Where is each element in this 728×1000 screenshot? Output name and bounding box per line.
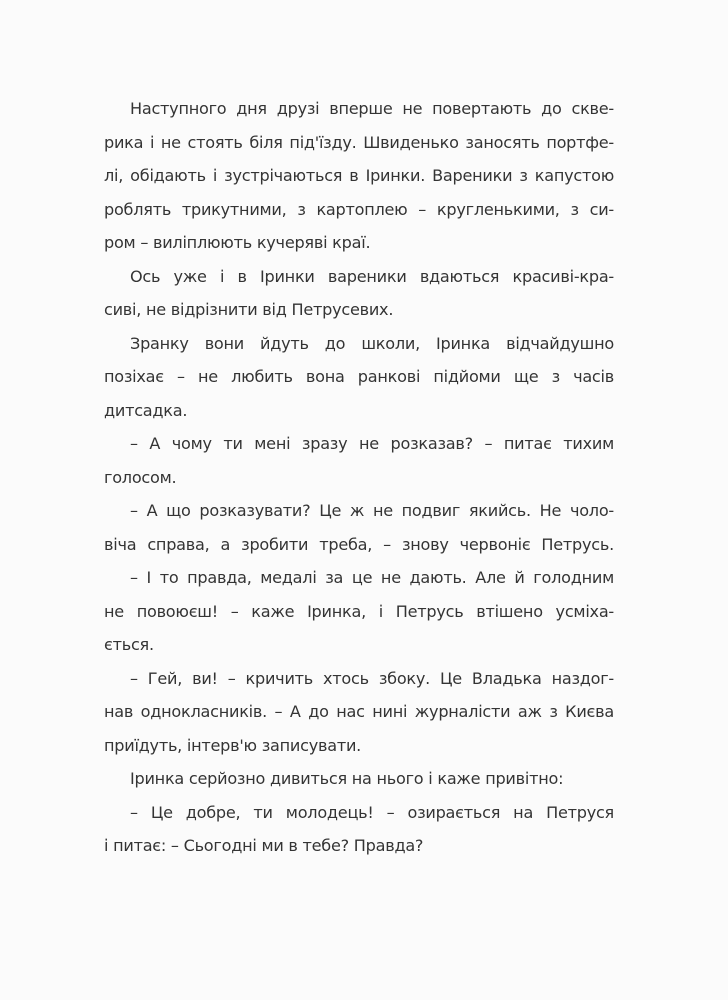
text-line: – А що розказувати? Це ж не подвиг якийсь. Не чоло- [130,501,614,520]
text-line: Зранку вони йдуть до школи, Іринка відчайдушно [130,333,614,353]
text-line: сиві, не відрізнити від Петрусевих. [104,300,394,319]
text-line: не повоюєш! – каже Іринка, і Петрусь втішено усміха- [104,601,614,621]
text-line: – Це добре, ти молодець! – озирається на Петруся [130,802,614,822]
text-line: – Гей, ви! – кричить хтось збоку. Це Владька наздог- [130,668,614,688]
text-line: – І то правда, медалі за це не дають. Але й голодним [130,568,614,587]
text-line: дитсадка. [104,400,188,420]
text-line: ється. [104,635,154,654]
text-line: віча справа, а зробити треба, – знову червоніє Петрусь. [104,534,614,554]
text-line: Наступного дня друзі вперше не повертають до скве- [130,99,614,118]
text-line: ром – виліплюють кучеряві краї. [104,233,371,252]
text-line: лі, обідають і зустрічаються в Іринки. Вареники з капустою [104,166,614,185]
text-line: приїдуть, інтерв'ю записувати. [104,735,362,755]
text-line: нав однокласників. – А до нас нині журналісти аж з Києва [104,702,614,721]
text-line: роблять трикутними, з картоплею – кругленькими, з си- [104,199,614,219]
text-line: позіхає – не любить вона ранкові підйоми ще з часів [104,367,614,386]
text-line: – А чому ти мені зразу не розказав? – питає тихим [130,434,614,453]
text-line: і питає: – Сьогодні ми в тебе? Правда? [104,836,424,855]
text-line: рика і не стоять біля під'їзду. Швиденько заносять портфе- [104,132,614,152]
text-line: голосом. [104,467,177,487]
text-line: Іринка серйозно дивиться на нього і каже привітно: [130,769,564,788]
page-text [104,92,614,863]
text-line: Ось уже і в Іринки вареники вдаються красиві-кра- [130,266,614,286]
